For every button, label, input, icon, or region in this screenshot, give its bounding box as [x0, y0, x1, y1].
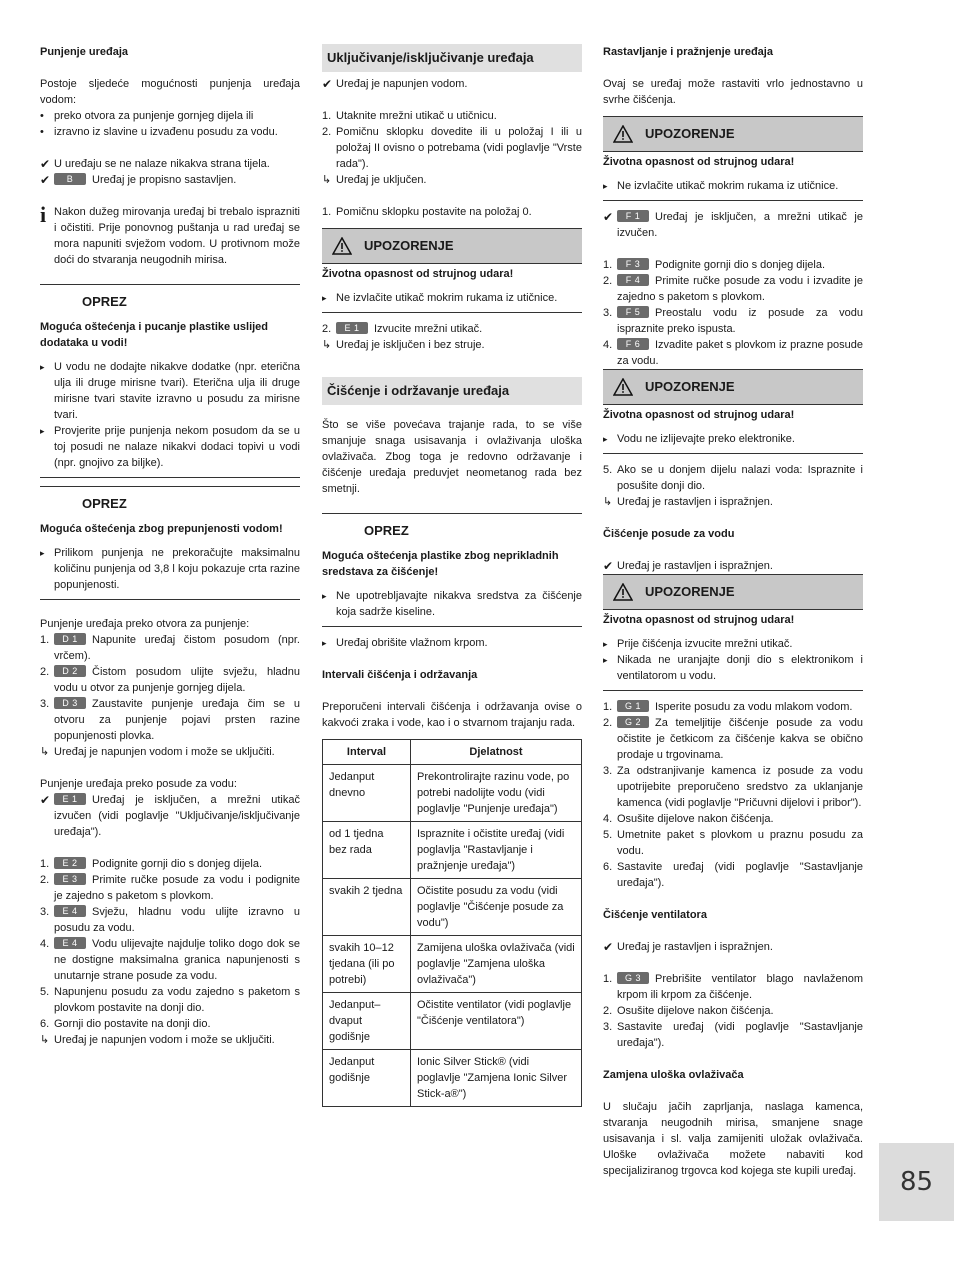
step: 3. Sastavite uređaj (vidi poglavlje "Sastavljanje uređaja").	[603, 1021, 863, 1049]
table-row: svakih 10–12 tjedana (ili po potrebi) Zamijena uloška ovlaživača (vidi poglavlje "Zamjena uloška ovlaživača")	[323, 936, 582, 993]
step: 1. Pomičnu sklopku postavite na položaj 0.	[322, 206, 532, 218]
figure-badge: F 6	[617, 338, 649, 350]
instruction-list	[322, 635, 582, 651]
step: 4. F 6 Izvadite paket s plovkom iz prazne posude za vodu.	[603, 339, 863, 367]
list-item: ▸ Provjerite prije punjenja nekom posudom da se u toj posudi ne nalaze nikakvi dodaci topivi u vodi (npr. gnojivo za biljke).	[40, 423, 300, 471]
precondition: ✔ B Uređaj je propisno sastavljen.	[40, 172, 300, 188]
step: 6. Gornji dio postavite na donji dio.	[40, 1018, 211, 1030]
figure-badge: D 1	[54, 633, 86, 645]
step: 2. E 1 Izvucite mrežni utikač.	[322, 323, 483, 335]
steps-list	[322, 321, 582, 337]
warning-heading: UPOZORENJE	[603, 116, 863, 152]
step: 4. E 4 Vodu ulijevajte najdulje toliko dogo dok se ne dostigne maksimalna granica napunjenosti s unutarnje strane posude za vodu.	[40, 938, 300, 982]
result: ↳ Uređaj je rastavljen i ispražnjen.	[603, 494, 863, 510]
warning-subtitle: Životna opasnost od strujnog udara!	[603, 156, 795, 168]
step: 2. Pomičnu sklopku dovedite ili u položaj I ili u položaj II ovisno o potrebama (vidi poglavlje "Vrste rada").	[322, 126, 582, 170]
figure-badge: E 3	[54, 873, 86, 885]
warning-subtitle: Životna opasnost od strujnog udara!	[603, 409, 795, 421]
figure-badge: E 4	[54, 937, 86, 949]
warning-icon	[613, 378, 633, 396]
table-row: od 1 tjedna bez rada Ispraznite i očistite uređaj (vidi poglavlja "Rastavljanje i pražnjenje uređaja")	[323, 822, 582, 879]
caution-heading: OPREZ	[40, 284, 300, 319]
caution-list	[322, 588, 582, 620]
page-number: 85	[879, 1143, 954, 1221]
figure-badge: D 3	[54, 697, 86, 709]
steps-list	[40, 632, 300, 744]
precondition: ✔ F 1 Uređaj je isključen, a mrežni utikač je izvučen.	[603, 209, 863, 241]
list-item: ▸ Nikada ne uranjajte donji dio s elektronikom i ventilatorom u vodu.	[603, 652, 863, 684]
warning-subtitle: Životna opasnost od strujnog udara!	[603, 614, 795, 626]
step: 3. D 3 Zaustavite punjenje uređaja čim se u otvoru za punjenje pojavi prsten razine popunjenosti plovka.	[40, 698, 300, 742]
figure-badge: B	[54, 173, 86, 185]
table-row: Jedanput dnevno Prekontrolirajte razinu vode, po potrebi nadolijte vodu (vidi poglavlje "Punjenje uređaja")	[323, 765, 582, 822]
figure-badge: E 2	[54, 857, 86, 869]
figure-badge: G 2	[617, 716, 649, 728]
column-header: Interval	[323, 740, 411, 765]
step: 5. Napunjenu posudu za vodu zajedno s paketom s plovkom postavite na donji dio.	[40, 986, 300, 1014]
column-right	[603, 44, 863, 1179]
warning-heading: UPOZORENJE	[603, 369, 863, 405]
step: 5. Ako se u donjem dijelu nalazi voda: Ispraznite i posušite donji dio.	[603, 464, 863, 492]
list-item: ▸ Prije čišćenja izvucite mrežni utikač.	[603, 636, 863, 652]
result: ↳ Uređaj je uključen.	[322, 172, 582, 188]
list-item: • izravno iz slavine u izvađenu posudu za vodu.	[40, 124, 300, 140]
info-note: i Nakon dužeg mirovanja uređaj bi trebalo isprazniti i očistiti. Prije ponovnog puštanja u rad uređaj se mora napuniti svježom vodom. U protivnom može doći do stvaranja neugodnih mirisa.	[40, 202, 300, 266]
info-icon: i	[40, 202, 47, 227]
caution-heading: OPREZ	[40, 486, 300, 521]
figure-badge: E 1	[336, 322, 368, 334]
section-title-disassembly: Rastavljanje i pražnjenje uređaja	[603, 46, 773, 58]
steps-list	[603, 971, 863, 1051]
figure-badge: G 1	[617, 700, 649, 712]
paragraph: Punjenje uređaja preko otvora za punjenje:	[40, 618, 250, 630]
list-item: • preko otvora za punjenje gornjeg dijela ili	[40, 108, 300, 124]
warning-list	[603, 431, 863, 447]
step: 3. F 5 Preostalu vodu iz posude za vodu ispraznite preko ispusta.	[603, 307, 863, 335]
figure-badge: D 2	[54, 665, 86, 677]
paragraph: Što se više povećava trajanje rada, to se više smanjuje snaga usisavanja i ovlaživanja uloška ovlaživača. Zbog toga je redovno održavanje i čišćenje uređaja preduvjet neometanog rada bez smetnji.	[322, 419, 582, 495]
steps-list	[603, 699, 863, 891]
subsection-title: Čišćenje posude za vodu	[603, 528, 735, 540]
step: 5. Umetnite paket s plovkom u praznu posudu za vodu.	[603, 829, 863, 857]
warning-heading: UPOZORENJE	[322, 228, 582, 264]
steps-list	[322, 108, 582, 172]
figure-badge: F 5	[617, 306, 649, 318]
warning-list	[603, 636, 863, 684]
list-item: ▸ U vodu ne dodajte nikakve dodatke (npr. eterična ulja ili druge mirisne tvari). Eterična ulja ili druge mirisne tvari stavite izravno u posudu za mirisne tvari.	[40, 359, 300, 423]
column-left	[40, 44, 300, 1048]
bullet-list	[40, 108, 300, 140]
column-middle	[322, 44, 582, 1107]
precondition: ✔ Uređaj je rastavljen i ispražnjen.	[603, 939, 863, 955]
list-item: ▸ Ne izvlačite utikač mokrim rukama iz utičnice.	[603, 178, 863, 194]
step: 1. G 1 Isperite posudu za vodu mlakom vodom.	[603, 701, 853, 713]
step: 2. G 2 Za temeljitije čišćenje posude za vodu očistite je četkicom za čišćenje kakva se obično prodaje u trgovinama.	[603, 717, 863, 761]
warning-icon	[613, 125, 633, 143]
warning-icon	[332, 237, 352, 255]
list-item: ▸ Ne upotrebljavajte nikakva sredstva za čišćenje koja sadrže kiseline.	[322, 588, 582, 620]
column-header: Djelatnost	[411, 740, 582, 765]
step: 1. D 1 Napunite uređaj čistom posudom (npr. vrčem).	[40, 634, 300, 662]
list-item: ▸ Uređaj obrišite vlažnom krpom.	[322, 635, 582, 651]
table-row: Jedanput godišnje Ionic Silver Stick® (vidi poglavlje "Zamjena Ionic Silver Stick-a®")	[323, 1050, 582, 1107]
list-item: ▸ Vodu ne izlijevajte preko elektronike.	[603, 431, 863, 447]
list-item: ▸ Ne izvlačite utikač mokrim rukama iz utičnice.	[322, 290, 582, 306]
step: 2. D 2 Čistom posudom ulijte svježu, hladnu vodu u otvor za punjenje gornjeg dijela.	[40, 666, 300, 694]
step: 1. E 2 Podignite gornji dio s donjeg dijela.	[40, 858, 263, 870]
step: 3. Za odstranjivanje kamenca iz posude za vodu upotrijebite preporučeno sredstvo za uklanjanje kamenca (vidi poglavlje "Pričuvni dijelovi i pribor").	[603, 765, 863, 809]
warning-list	[322, 290, 582, 306]
subsection-title: Zamjena uloška ovlaživača	[603, 1069, 744, 1081]
caution-list	[40, 359, 300, 471]
precondition: ✔ Uređaj je rastavljen i ispražnjen.	[603, 558, 863, 574]
table-row: svakih 2 tjedna Očistite posudu za vodu (vidi poglavlje "Čišćenje posude za vodu")	[323, 879, 582, 936]
figure-badge: F 4	[617, 274, 649, 286]
paragraph: Ovaj se uređaj može rastaviti vrlo jednostavno u svrhe čišćenja.	[603, 78, 863, 106]
warning-list	[603, 178, 863, 194]
step: 3. E 4 Svježu, hladnu vodu ulijte izravno u posudu za vodu.	[40, 906, 300, 934]
precondition: ✔ Uređaj je napunjen vodom.	[322, 76, 582, 92]
intervals-table	[322, 739, 582, 1107]
step: 1. G 3 Prebrišite ventilator blago navlaženom krpom ili krpom za čišćenje.	[603, 973, 863, 1001]
step: 2. E 3 Primite ručke posude za vodu i podignite je zajedno s paketom s plovkom.	[40, 874, 300, 902]
figure-badge: E 4	[54, 905, 86, 917]
caution-list	[40, 545, 300, 593]
precondition: ✔ U uređaju se ne nalaze nikakva strana tijela.	[40, 156, 300, 172]
paragraph: Punjenje uređaja preko posude za vodu:	[40, 778, 237, 790]
figure-badge: G 3	[617, 972, 649, 984]
caution-subtitle: Moguća oštećenja plastike zbog neprikladnih sredstava za čišćenje!	[322, 550, 559, 578]
result: ↳ Uređaj je isključen i bez struje.	[322, 337, 582, 353]
step: 2. F 4 Primite ručke posude za vodu i izvadite je zajedno s paketom s plovkom.	[603, 275, 863, 303]
caution-subtitle: Moguća oštećenja zbog prepunjenosti vodom!	[40, 523, 283, 535]
figure-badge: F 1	[617, 210, 649, 222]
paragraph: Postoje sljedeće mogućnosti punjenja uređaja vodom:	[40, 78, 300, 106]
paragraph: Preporučeni intervali čišćenja i održavanja ovise o kakvoći zraka i vode, kao i o stvarnom trajanju rada.	[322, 701, 582, 729]
figure-badge: E 1	[54, 793, 86, 805]
paragraph: U slučaju jačih zaprljanja, naslaga kamenca, stvaranja neugodnih mirisa, smanjene snage usisavanja i sl. valja zamijeniti uložak ovlaživača. Uloške ovlaživača možete nabaviti kod specijaliziranog trgovca kod kojega ste kupili uređaj.	[603, 1101, 863, 1177]
steps-list	[322, 204, 582, 220]
steps-list	[603, 462, 863, 494]
steps-list	[40, 856, 300, 1032]
subsection-title: Čišćenje ventilatora	[603, 909, 707, 921]
warning-icon	[613, 583, 633, 601]
steps-list	[603, 257, 863, 369]
result: ↳ Uređaj je napunjen vodom i može se uključiti.	[40, 744, 300, 760]
section-title-onoff: Uključivanje/isključivanje uređaja	[322, 44, 582, 72]
caution-subtitle: Moguća oštećenja i pucanje plastike uslijed dodataka u vodi!	[40, 321, 269, 349]
subsection-title: Intervali čišćenja i održavanja	[322, 669, 478, 681]
result: ↳ Uređaj je napunjen vodom i može se uključiti.	[40, 1032, 300, 1048]
figure-badge: F 3	[617, 258, 649, 270]
list-item: ▸ Prilikom punjenja ne prekoračujte maksimalnu količinu punjenja od 3,8 l koju pokazuje crta razine popunjenosti.	[40, 545, 300, 593]
warning-subtitle: Životna opasnost od strujnog udara!	[322, 268, 514, 280]
step: 2. Osušite dijelove nakon čišćenja.	[603, 1005, 774, 1017]
section-title-filling: Punjenje uređaja	[40, 46, 129, 58]
step: 1. Utaknite mrežni utikač u utičnicu.	[322, 110, 497, 122]
caution-heading: OPREZ	[322, 513, 582, 548]
precondition: ✔ E 1 Uređaj je isključen, a mrežni utikač izvučen (vidi poglavlje "Uključivanje/isključivanje uređaja").	[40, 792, 300, 840]
step: 6. Sastavite uređaj (vidi poglavlje "Sastavljanje uređaja").	[603, 861, 863, 889]
table-row: Jedanput– dvaput godišnje Očistite ventilator (vidi poglavlje "Čišćenje ventilatora")	[323, 993, 582, 1050]
section-title-cleaning: Čišćenje i održavanje uređaja	[322, 377, 582, 405]
step: 4. Osušite dijelove nakon čišćenja.	[603, 813, 774, 825]
warning-heading: UPOZORENJE	[603, 574, 863, 610]
step: 1. F 3 Podignite gornji dio s donjeg dijela.	[603, 259, 826, 271]
table-header-row	[323, 740, 582, 765]
